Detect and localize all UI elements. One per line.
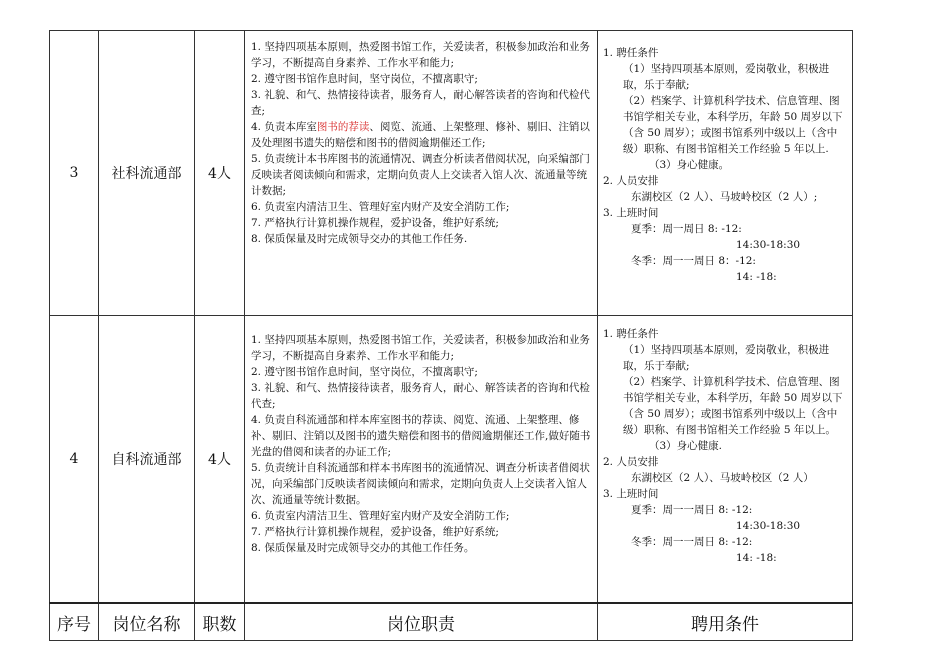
duty-text: 4. 负责本库室 <box>251 121 317 133</box>
duty-item: 5. 负责统计本书库图书的流通情况、调查分析读者借阅状况，向采编部门反映读者阅读倾向和需求，定期向负责人上交读者入馆人次、流通量等统计数据; <box>251 153 590 197</box>
row-number: 3 <box>50 31 99 316</box>
requirement-line: （1）坚持四项基本原则，爱岗敬业，积极进取，乐于奉献; <box>623 63 830 91</box>
highlighted-text: 图书的荐读 <box>316 121 370 133</box>
requirement-line: 夏季：周一周日 8: -12: <box>631 223 742 235</box>
requirement-line: 14:30-18:30 <box>736 239 801 251</box>
duty-item: 3. 礼貌、和气、热情接待读者，服务育人，耐心解答读者的咨询和代检代查; <box>251 89 590 117</box>
requirement-line: 冬季：周一一周日 8: -12: <box>631 536 753 548</box>
duty-item: 1. 坚持四项基本原则，热爱图书馆工作，关爱读者，积极参加政治和业务学习，不断提高自身素养、工作水平和能力; <box>251 41 590 69</box>
header-requirements: 聘用条件 <box>598 603 853 641</box>
job-table-page <box>49 30 852 641</box>
duties-cell <box>245 316 598 604</box>
header-count: 职数 <box>195 603 245 641</box>
post-count: 4人 <box>195 316 245 604</box>
requirement-line: （1）坚持四项基本原则，爱岗敬业，积极进取，乐于奉献; <box>623 344 830 372</box>
requirements-cell <box>598 316 853 604</box>
table-row <box>50 31 853 316</box>
header-post: 岗位名称 <box>99 603 195 641</box>
requirement-line: 夏季：周一一周日 8: -12: <box>631 504 753 516</box>
requirement-line: 3. 上班时间 <box>603 207 659 219</box>
requirement-line: 东湖校区（2 人）、马坡岭校区（2 人） <box>631 472 814 484</box>
duty-item: 7. 严格执行计算机操作规程，爱护设备，维护好系统; <box>251 217 499 229</box>
requirements-cell <box>598 31 853 316</box>
post-count: 4人 <box>195 31 245 316</box>
duty-item: 1. 坚持四项基本原则，热爱图书馆工作，关爱读者，积极参加政治和业务学习，不断提高自身素养、工作水平和能力; <box>251 334 590 362</box>
table-row <box>50 316 853 604</box>
requirement-line: 1. 聘任条件 <box>603 47 659 59</box>
requirement-line: 1. 聘任条件 <box>603 328 659 340</box>
duty-item: 3. 礼貌、和气、热情接待读者，服务育人，耐心、解答读者的咨询和代检代查; <box>251 382 590 410</box>
requirement-line: （2）档案学、计算机科学技术、信息管理、图书馆学相关专业，本科学历，年龄 50 周岁以下（含 50 周岁）；或图书馆系列中级以上（含中级）职称、有图书馆相关工作经验 5 年以上. <box>623 95 843 155</box>
header-row <box>50 603 853 641</box>
requirement-line: 14: -18: <box>736 271 777 283</box>
duty-item: 8. 保质保量及时完成领导交办的其他工作任务. <box>251 233 468 245</box>
duties-cell <box>245 31 598 316</box>
duty-item <box>251 119 594 151</box>
requirement-line: 东湖校区（2 人）、马坡岭校区（2 人）; <box>631 191 818 203</box>
duty-item: 8. 保质保量及时完成领导交办的其他工作任务。 <box>251 542 475 554</box>
row-number: 4 <box>50 316 99 604</box>
header-no: 序号 <box>50 603 99 641</box>
requirement-line: （3）身心健康。 <box>649 159 730 171</box>
requirement-line: 14:30-18:30 <box>736 520 801 532</box>
requirement-line: （3）身心健康. <box>649 440 723 452</box>
requirement-line: 14: -18: <box>736 552 777 564</box>
duty-item: 7. 严格执行计算机操作规程，爱护设备，维护好系统; <box>251 526 499 538</box>
post-name: 自科流通部 <box>99 316 195 604</box>
duty-item: 5. 负责统计自科流通部和样本书库图书的流通情况、调查分析读者借阅状况，向采编部门反映读者阅读倾向和需求，定期向负责人上交读者入馆人次、流通量等统计数据。 <box>251 462 590 506</box>
duty-text: 、阅览、流通、上架整理、修补、剔旧、注销以及处理图书遗失的赔偿和图书的借阅逾期催还工作; <box>251 121 590 149</box>
duty-item: 2. 遵守图书馆作息时间，坚守岗位，不擅离职守; <box>251 73 478 85</box>
duty-item: 6. 负责室内清洁卫生、管理好室内财产及安全消防工作; <box>251 201 510 213</box>
duty-item: 2. 遵守图书馆作息时间，坚守岗位，不擅离职守; <box>251 366 478 378</box>
requirement-line: 3. 上班时间 <box>603 488 659 500</box>
requirement-line: 2. 人员安排 <box>603 456 659 468</box>
duty-item: 4. 负责自科流通部和样本库室图书的荐读、阅览、流通、上架整理、修补、剔旧、注销以及图书的遗失赔偿和图书的借阅逾期催还工作,做好随书光盘的借阅和读者的办证工作; <box>251 414 591 458</box>
requirement-line: （2）档案学、计算机科学技术、信息管理、图书馆学相关专业，本科学历，年龄 50 周岁以下（含 50 周岁）；或图书馆系列中级以上（含中级）职称、有图书馆相关工作经验 5 年以上。 <box>623 376 843 436</box>
requirement-line: 2. 人员安排 <box>603 175 659 187</box>
requirement-line: 冬季：周一一周日 8：-12: <box>631 255 756 267</box>
duty-item: 6. 负责室内清洁卫生、管理好室内财产及安全消防工作; <box>251 510 510 522</box>
post-name: 社科流通部 <box>99 31 195 316</box>
job-table <box>49 30 853 641</box>
header-duties: 岗位职责 <box>245 603 598 641</box>
